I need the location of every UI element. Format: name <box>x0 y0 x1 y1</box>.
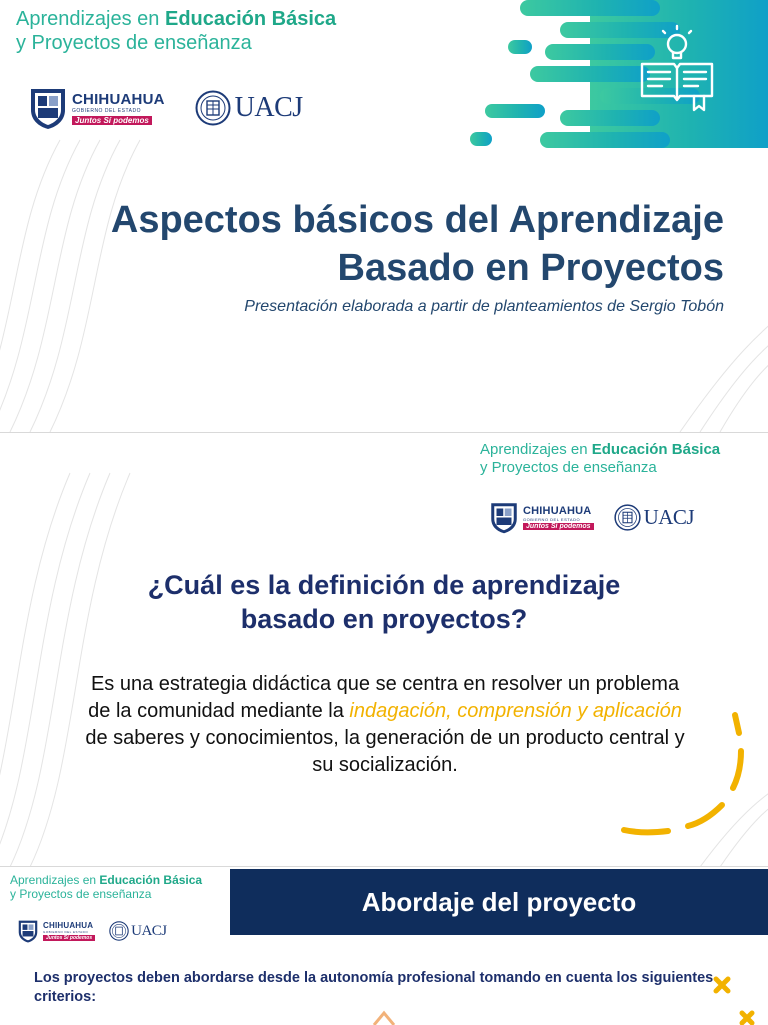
uacj-logo <box>614 504 695 531</box>
chihuahua-name: CHIHUAHUA <box>43 921 94 930</box>
chihuahua-sub: GOBIERNO DEL ESTADO <box>523 517 581 522</box>
brand-header <box>10 873 202 901</box>
slide-title <box>0 0 768 432</box>
brand-line-2: y Proyectos de enseñanza <box>16 31 252 54</box>
chihuahua-logo <box>28 86 165 130</box>
chihuahua-logo <box>489 501 594 534</box>
logos-row <box>28 86 303 130</box>
uacj-text: UACJ <box>643 505 695 529</box>
uacj-text: UACJ <box>234 92 303 123</box>
logos-row <box>489 501 694 534</box>
section-banner: Abordaje del proyecto <box>230 869 768 935</box>
uacj-logo <box>109 921 167 941</box>
chihuahua-shield-icon <box>489 501 519 534</box>
slide-approach <box>0 866 768 1025</box>
chihuahua-logo <box>17 919 95 943</box>
brand-header <box>480 441 720 476</box>
uacj-seal-icon <box>109 921 129 941</box>
uacj-text: UACJ <box>131 922 167 939</box>
chihuahua-shield-icon <box>28 86 68 130</box>
highlight-text: indagación, comprensión y aplicación <box>349 700 682 722</box>
decorative-curves <box>0 433 768 867</box>
chihuahua-name: CHIHUAHUA <box>523 505 592 517</box>
question-line2: basado en proyectos? <box>240 604 528 634</box>
chihuahua-sub: GOBIERNO DEL ESTADO <box>72 108 141 114</box>
slide1-title <box>111 196 724 292</box>
brand-line-1: Aprendizajes en Educación Básica <box>16 8 337 30</box>
chihuahua-shield-icon <box>17 919 39 943</box>
slide1-title-line1: Aspectos básicos del Aprendizaje <box>110 199 724 241</box>
slide1-title-line2: Basado en Proyectos <box>337 247 724 289</box>
chihuahua-slogan: Juntos Sí podemos <box>72 116 152 125</box>
uacj-seal-icon <box>614 504 641 531</box>
uacj-seal-icon <box>195 90 231 126</box>
question-line1: ¿Cuál es la definición de aprendizaje <box>147 570 621 600</box>
brand-header <box>16 8 336 55</box>
chihuahua-slogan: Juntos Sí podemos <box>523 523 594 530</box>
definition-question <box>64 568 704 636</box>
chihuahua-slogan: Juntos Sí podemos <box>43 935 95 941</box>
book-lightbulb-icon <box>632 24 722 114</box>
definition-paragraph: Es una estrategia didáctica que se centra en resolver un problema de la comunidad mediante la indagación, comprensión y aplicación de saberes y conocimientos, la generación de un producto central y su socialización. <box>85 673 685 776</box>
brand-line-2: y Proyectos de enseñanza <box>480 458 657 476</box>
brand-line-2: y Proyectos de enseñanza <box>10 887 152 902</box>
slide1-subtitle: Presentación elaborada a partir de planteamientos de Sergio Tobón <box>244 298 724 315</box>
brand-line-1: Aprendizajes en Educación Básica <box>10 873 203 887</box>
logos-row <box>17 919 167 943</box>
uacj-logo <box>195 90 303 126</box>
slide-definition <box>0 432 768 867</box>
criteria-text: Los proyectos deben abordarse desde la autonomía profesional tomando en cuenta los siguientes criterios: <box>34 970 714 1005</box>
brand-line-1: Aprendizajes en Educación Básica <box>480 441 721 458</box>
chihuahua-name: CHIHUAHUA <box>72 91 165 108</box>
chihuahua-sub: GOBIERNO DEL ESTADO <box>43 930 89 934</box>
